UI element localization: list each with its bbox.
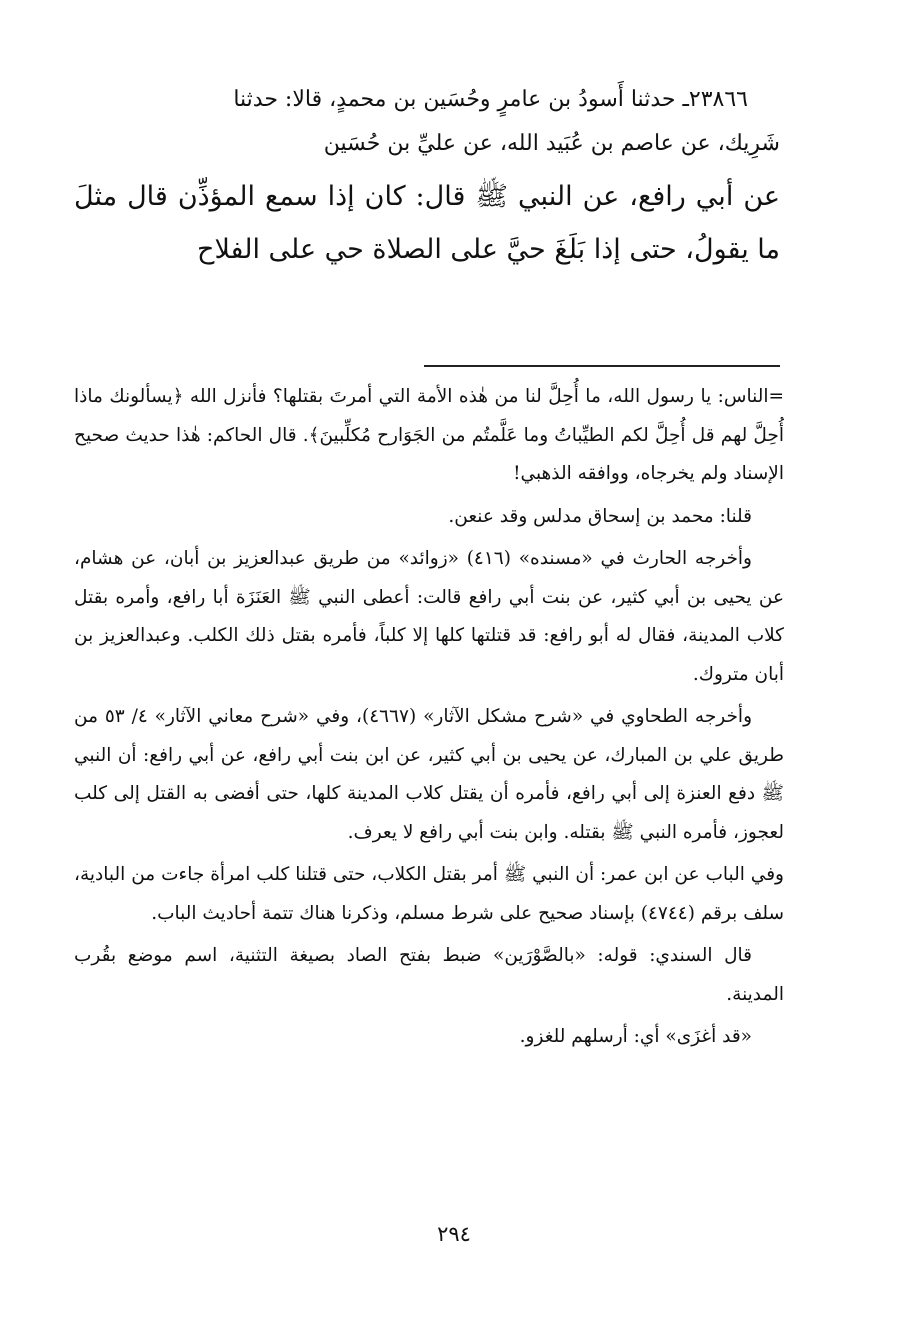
- footnote-separator: [424, 365, 780, 367]
- footnote-paragraph-3: وأخرجه الحارث في «مسنده» (٤١٦) «زوائد» من طريق عبدالعزيز بن أبان، عن هشام، عن يحيى بن أبي كثير، عن بنت أبي رافع قالت: أعطى النبي ﷺ العَنَزَة أبا رافع، وأمره بقتل كلاب المدينة، فقال له أبو رافع: قد قتلتها كلها إلا كلباً، فأمره بقتل ذلك الكلب. وعبدالعزيز بن أبان متروك.: [74, 548, 784, 685]
- footnotes: [74, 378, 784, 1061]
- page-number: ٢٩٤: [437, 1222, 471, 1246]
- footnote-paragraph-7: «قد أغزَى» أي: أرسلهم للغزو.: [519, 1026, 752, 1047]
- footnote-paragraph-1: =الناس: يا رسول الله، ما أُحِلَّ لنا من هٰذه الأمة التي أمرتَ بقتلها؟ فأنزل الله ﴿يسألونك ماذا أُحِلَّ لهم قل أُحِلَّ لكم الطيِّباتُ وما عَلَّمتُم من الجَوَارح مُكلِّبينَ﴾. قال الحاكم: هٰذا حديث صحيح الإسناد ولم يخرجاه، ووافقه الذهبي!: [74, 386, 784, 484]
- hadith-isnad: [74, 78, 780, 166]
- footnote-paragraph-5: وفي الباب عن ابن عمر: أن النبي ﷺ أمر بقتل الكلاب، حتى قتلنا كلب امرأة جاءت من البادية، سلف برقم (٤٧٤٤) بإسناد صحيح على شرط مسلم، وذكرنا هناك تتمة أحاديث الباب.: [74, 864, 784, 924]
- footnote-paragraph-6: قال السندي: قوله: «بالصَّوْرَين» ضبط بفتح الصاد بصيغة التثنية، اسم موضع بقُرب المدينة.: [74, 945, 784, 1005]
- footnote-paragraph-2: قلنا: محمد بن إسحاق مدلس وقد عنعن.: [448, 505, 752, 527]
- main-text-block: [74, 78, 780, 276]
- isnad-line-2: شَرِيك، عن عاصم بن عُبَيد الله، عن عليِّ بن حُسَين: [323, 131, 780, 156]
- footnote-paragraph-4: وأخرجه الطحاوي في «شرح مشكل الآثار» (٤٦٦٧)، وفي «شرح معاني الآثار» ٤/ ٥٣ من طريق علي بن المبارك، عن يحيى بن أبي كثير، عن ابن بنت أبي رافع، عن أبي رافع: أن النبي ﷺ دفع العنزة إلى أبي رافع، فأمره أن يقتل كلاب المدينة كلها، حتى أفضى به القتل إلى كلب لعجوز، فأمره النبي ﷺ بقتله. وابن بنت أبي رافع لا يعرف.: [74, 706, 784, 843]
- isnad-line-1: ٢٣٨٦٦ـ حدثنا أَسودُ بن عامرٍ وحُسَين بن محمدٍ، قالا: حدثنا: [233, 87, 748, 112]
- hadith-matn: عن أبي رافع، عن النبي ﷺ قال: كان إذا سمع المؤذِّن قال مثلَ ما يقولُ، حتى إذا بَلَغَ حيَّ على الصلاة حي على الفلاح: [74, 181, 780, 265]
